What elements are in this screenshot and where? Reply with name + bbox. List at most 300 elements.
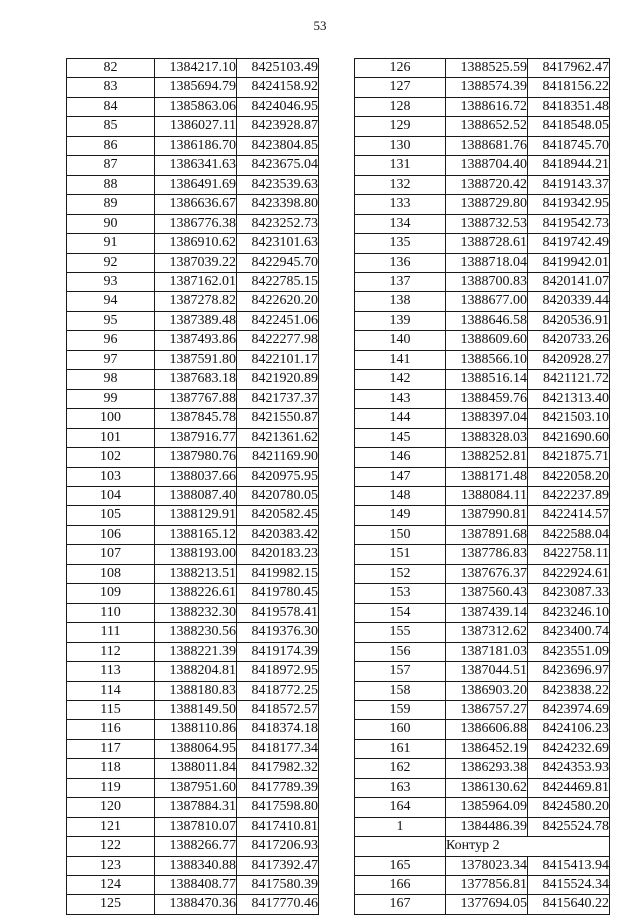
table-row [355, 564, 610, 583]
y-coordinate-cell: 8423087.33 [528, 584, 610, 603]
point-number-cell: 158 [355, 681, 446, 700]
point-number-cell: 116 [67, 720, 155, 739]
y-coordinate-cell: 8423539.63 [237, 175, 319, 194]
point-number-cell: 147 [355, 467, 446, 486]
point-number-cell: 150 [355, 525, 446, 544]
table-row [67, 603, 319, 622]
y-coordinate-cell: 8424158.92 [237, 78, 319, 97]
table-row [67, 856, 319, 875]
x-coordinate-cell: 1386910.62 [155, 234, 237, 253]
point-number-cell: 93 [67, 272, 155, 291]
x-coordinate-cell: 1388037.66 [155, 467, 237, 486]
y-coordinate-cell: 8423974.69 [528, 700, 610, 719]
table-row [355, 195, 610, 214]
x-coordinate-cell: 1384486.39 [446, 817, 528, 836]
table-row [355, 272, 610, 291]
y-coordinate-cell: 8422620.20 [237, 292, 319, 311]
table-row [355, 467, 610, 486]
y-coordinate-cell: 8421550.87 [237, 409, 319, 428]
table-row [355, 876, 610, 895]
point-number-cell: 128 [355, 97, 446, 116]
y-coordinate-cell: 8425103.49 [237, 59, 319, 78]
table-row [67, 59, 319, 78]
x-coordinate-cell: 1387990.81 [446, 506, 528, 525]
x-coordinate-cell: 1386606.88 [446, 720, 528, 739]
table-row [67, 584, 319, 603]
x-coordinate-cell: 1388459.76 [446, 389, 528, 408]
table-row [67, 759, 319, 778]
table-row [67, 467, 319, 486]
point-number-cell: 162 [355, 759, 446, 778]
table-row [67, 136, 319, 155]
y-coordinate-cell: 8418156.22 [528, 78, 610, 97]
x-coordinate-cell: 1387980.76 [155, 448, 237, 467]
x-coordinate-cell: 1386491.69 [155, 175, 237, 194]
y-coordinate-cell: 8424046.95 [237, 97, 319, 116]
y-coordinate-cell: 8415413.94 [528, 856, 610, 875]
table-row [67, 895, 319, 914]
table-row [67, 506, 319, 525]
y-coordinate-cell: 8417789.39 [237, 778, 319, 797]
y-coordinate-cell: 8420582.45 [237, 506, 319, 525]
y-coordinate-cell: 8417770.46 [237, 895, 319, 914]
section-label: Контур 2 [446, 837, 610, 856]
x-coordinate-cell: 1386636.67 [155, 195, 237, 214]
y-coordinate-cell: 8420383.42 [237, 525, 319, 544]
point-number-cell: 154 [355, 603, 446, 622]
y-coordinate-cell: 8417962.47 [528, 59, 610, 78]
y-coordinate-cell: 8421313.40 [528, 389, 610, 408]
point-number-cell: 102 [67, 448, 155, 467]
y-coordinate-cell: 8417206.93 [237, 837, 319, 856]
point-number-cell: 163 [355, 778, 446, 797]
point-number-cell: 152 [355, 564, 446, 583]
table-row [355, 681, 610, 700]
y-coordinate-cell: 8423675.04 [237, 156, 319, 175]
x-coordinate-cell: 1385964.09 [446, 798, 528, 817]
table-row [67, 486, 319, 505]
x-coordinate-cell: 1388340.88 [155, 856, 237, 875]
point-number-cell: 86 [67, 136, 155, 155]
point-number-cell: 103 [67, 467, 155, 486]
y-coordinate-cell: 8425524.78 [528, 817, 610, 836]
table-row [67, 409, 319, 428]
x-coordinate-cell: 1387312.62 [446, 623, 528, 642]
x-coordinate-cell: 1388087.40 [155, 486, 237, 505]
x-coordinate-cell: 1387493.86 [155, 331, 237, 350]
table-row [67, 78, 319, 97]
y-coordinate-cell: 8417410.81 [237, 817, 319, 836]
y-coordinate-cell: 8419342.95 [528, 195, 610, 214]
x-coordinate-cell: 1388718.04 [446, 253, 528, 272]
y-coordinate-cell: 8423400.74 [528, 623, 610, 642]
y-coordinate-cell: 8423246.10 [528, 603, 610, 622]
x-coordinate-cell: 1387884.31 [155, 798, 237, 817]
point-number-cell: 156 [355, 642, 446, 661]
table-row [355, 428, 610, 447]
point-number-cell: 120 [67, 798, 155, 817]
table-row [355, 642, 610, 661]
x-coordinate-cell: 1387591.80 [155, 350, 237, 369]
point-number-cell: 107 [67, 545, 155, 564]
y-coordinate-cell: 8419143.37 [528, 175, 610, 194]
point-number-cell: 100 [67, 409, 155, 428]
point-number-cell: 127 [355, 78, 446, 97]
x-coordinate-cell: 1388193.00 [155, 545, 237, 564]
table-row [355, 389, 610, 408]
table-row [67, 350, 319, 369]
point-number-cell: 129 [355, 117, 446, 136]
y-coordinate-cell: 8418745.70 [528, 136, 610, 155]
point-number-cell: 134 [355, 214, 446, 233]
point-number-cell: 118 [67, 759, 155, 778]
point-number-cell: 142 [355, 370, 446, 389]
y-coordinate-cell: 8419174.39 [237, 642, 319, 661]
y-coordinate-cell: 8419742.49 [528, 234, 610, 253]
y-coordinate-cell: 8417580.39 [237, 876, 319, 895]
point-number-cell: 117 [67, 739, 155, 758]
x-coordinate-cell: 1388084.11 [446, 486, 528, 505]
table-row [355, 156, 610, 175]
y-coordinate-cell: 8423252.73 [237, 214, 319, 233]
point-number-cell: 137 [355, 272, 446, 291]
table-row [355, 136, 610, 155]
point-number-cell: 160 [355, 720, 446, 739]
x-coordinate-cell: 1388180.83 [155, 681, 237, 700]
table-row [67, 97, 319, 116]
x-coordinate-cell: 1388408.77 [155, 876, 237, 895]
table-row [355, 739, 610, 758]
page-number: 53 [313, 18, 327, 33]
point-number-cell: 144 [355, 409, 446, 428]
table-row [67, 545, 319, 564]
table-row [67, 117, 319, 136]
x-coordinate-cell: 1386293.38 [446, 759, 528, 778]
y-coordinate-cell: 8423551.09 [528, 642, 610, 661]
y-coordinate-cell: 8422277.98 [237, 331, 319, 350]
y-coordinate-cell: 8419780.45 [237, 584, 319, 603]
point-number-cell: 151 [355, 545, 446, 564]
x-coordinate-cell: 1388266.77 [155, 837, 237, 856]
point-number-cell: 131 [355, 156, 446, 175]
table-row [67, 681, 319, 700]
x-coordinate-cell: 1387162.01 [155, 272, 237, 291]
y-coordinate-cell: 8417982.32 [237, 759, 319, 778]
point-number-cell: 141 [355, 350, 446, 369]
x-coordinate-cell: 1388149.50 [155, 700, 237, 719]
x-coordinate-cell: 1377694.05 [446, 895, 528, 914]
x-coordinate-cell: 1387181.03 [446, 642, 528, 661]
point-number-cell: 88 [67, 175, 155, 194]
y-coordinate-cell: 8423696.97 [528, 662, 610, 681]
x-coordinate-cell: 1387951.60 [155, 778, 237, 797]
point-number-cell: 121 [67, 817, 155, 836]
point-number-cell: 114 [67, 681, 155, 700]
y-coordinate-cell: 8418351.48 [528, 97, 610, 116]
y-coordinate-cell: 8421361.62 [237, 428, 319, 447]
x-coordinate-cell: 1386027.11 [155, 117, 237, 136]
x-coordinate-cell: 1388110.86 [155, 720, 237, 739]
y-coordinate-cell: 8423838.22 [528, 681, 610, 700]
table-row [67, 623, 319, 642]
x-coordinate-cell: 1386757.27 [446, 700, 528, 719]
table-row [355, 817, 610, 836]
y-coordinate-cell: 8424232.69 [528, 739, 610, 758]
point-number-cell: 113 [67, 662, 155, 681]
y-coordinate-cell: 8420536.91 [528, 311, 610, 330]
point-number-cell: 101 [67, 428, 155, 447]
table-row [67, 642, 319, 661]
y-coordinate-cell: 8419542.73 [528, 214, 610, 233]
table-row [355, 311, 610, 330]
point-number-cell: 135 [355, 234, 446, 253]
point-number-cell: 110 [67, 603, 155, 622]
y-coordinate-cell: 8420141.07 [528, 272, 610, 291]
point-number-cell: 112 [67, 642, 155, 661]
table-row [67, 428, 319, 447]
y-coordinate-cell: 8424469.81 [528, 778, 610, 797]
point-number-cell: 124 [67, 876, 155, 895]
y-coordinate-cell: 8419578.41 [237, 603, 319, 622]
y-coordinate-cell: 8421121.72 [528, 370, 610, 389]
table-row [67, 778, 319, 797]
point-number-cell: 139 [355, 311, 446, 330]
y-coordinate-cell: 8423398.80 [237, 195, 319, 214]
point-number-cell: 91 [67, 234, 155, 253]
x-coordinate-cell: 1387891.68 [446, 525, 528, 544]
y-coordinate-cell: 8420928.27 [528, 350, 610, 369]
y-coordinate-cell: 8422758.11 [528, 545, 610, 564]
y-coordinate-cell: 8420183.23 [237, 545, 319, 564]
x-coordinate-cell: 1388064.95 [155, 739, 237, 758]
x-coordinate-cell: 1388574.39 [446, 78, 528, 97]
table-row [355, 662, 610, 681]
point-number-cell: 145 [355, 428, 446, 447]
x-coordinate-cell: 1387916.77 [155, 428, 237, 447]
table-row [67, 253, 319, 272]
table-row [355, 856, 610, 875]
x-coordinate-cell: 1388226.61 [155, 584, 237, 603]
point-number-cell: 94 [67, 292, 155, 311]
table-row [67, 214, 319, 233]
table-row [67, 837, 319, 856]
table-row [355, 759, 610, 778]
x-coordinate-cell: 1388681.76 [446, 136, 528, 155]
table-row [355, 97, 610, 116]
x-coordinate-cell: 1386341.63 [155, 156, 237, 175]
y-coordinate-cell: 8421875.71 [528, 448, 610, 467]
y-coordinate-cell: 8417392.47 [237, 856, 319, 875]
x-coordinate-cell: 1388516.14 [446, 370, 528, 389]
table-row [67, 234, 319, 253]
table-row [355, 331, 610, 350]
point-number-cell: 149 [355, 506, 446, 525]
y-coordinate-cell: 8424580.20 [528, 798, 610, 817]
x-coordinate-cell: 1388700.83 [446, 272, 528, 291]
x-coordinate-cell: 1388397.04 [446, 409, 528, 428]
point-number-cell: 165 [355, 856, 446, 875]
y-coordinate-cell: 8420339.44 [528, 292, 610, 311]
x-coordinate-cell: 1388213.51 [155, 564, 237, 583]
point-number-cell: 83 [67, 78, 155, 97]
point-number-cell: 99 [67, 389, 155, 408]
x-coordinate-cell: 1388609.60 [446, 331, 528, 350]
x-coordinate-cell: 1388204.81 [155, 662, 237, 681]
table-row [67, 175, 319, 194]
point-number-cell: 82 [67, 59, 155, 78]
table-row [67, 700, 319, 719]
y-coordinate-cell: 8420733.26 [528, 331, 610, 350]
x-coordinate-cell: 1387786.83 [446, 545, 528, 564]
table-row [355, 59, 610, 78]
y-coordinate-cell: 8421920.89 [237, 370, 319, 389]
point-number-cell: 159 [355, 700, 446, 719]
point-number-cell: 97 [67, 350, 155, 369]
point-number-cell: 167 [355, 895, 446, 914]
y-coordinate-cell: 8424106.23 [528, 720, 610, 739]
x-coordinate-cell: 1386452.19 [446, 739, 528, 758]
x-coordinate-cell: 1388165.12 [155, 525, 237, 544]
table-row [355, 798, 610, 817]
point-number-cell: 136 [355, 253, 446, 272]
x-coordinate-cell: 1384217.10 [155, 59, 237, 78]
point-number-cell: 87 [67, 156, 155, 175]
x-coordinate-cell: 1385694.79 [155, 78, 237, 97]
y-coordinate-cell: 8422237.89 [528, 486, 610, 505]
x-coordinate-cell: 1388252.81 [446, 448, 528, 467]
x-coordinate-cell: 1387560.43 [446, 584, 528, 603]
y-coordinate-cell: 8417598.80 [237, 798, 319, 817]
x-coordinate-cell: 1387683.18 [155, 370, 237, 389]
x-coordinate-cell: 1388729.80 [446, 195, 528, 214]
y-coordinate-cell: 8418972.95 [237, 662, 319, 681]
point-number-cell: 104 [67, 486, 155, 505]
table-row [67, 876, 319, 895]
table-row [355, 350, 610, 369]
table-row [67, 292, 319, 311]
point-number-cell: 157 [355, 662, 446, 681]
point-number-cell: 166 [355, 876, 446, 895]
x-coordinate-cell: 1388732.53 [446, 214, 528, 233]
y-coordinate-cell: 8418772.25 [237, 681, 319, 700]
table-row [355, 720, 610, 739]
table-row [355, 623, 610, 642]
point-number-cell: 125 [67, 895, 155, 914]
x-coordinate-cell: 1378023.34 [446, 856, 528, 875]
y-coordinate-cell: 8422058.20 [528, 467, 610, 486]
x-coordinate-cell: 1386186.70 [155, 136, 237, 155]
x-coordinate-cell: 1387845.78 [155, 409, 237, 428]
table-row [355, 292, 610, 311]
y-coordinate-cell: 8423804.85 [237, 136, 319, 155]
point-number-cell: 119 [67, 778, 155, 797]
x-coordinate-cell: 1388129.91 [155, 506, 237, 525]
point-number-cell: 140 [355, 331, 446, 350]
y-coordinate-cell: 8415524.34 [528, 876, 610, 895]
point-number-cell: 133 [355, 195, 446, 214]
point-number-cell: 123 [67, 856, 155, 875]
y-coordinate-cell: 8418374.18 [237, 720, 319, 739]
point-number-cell: 130 [355, 136, 446, 155]
table-row [355, 370, 610, 389]
point-number-cell: 115 [67, 700, 155, 719]
point-number-cell: 161 [355, 739, 446, 758]
x-coordinate-cell: 1388171.48 [446, 467, 528, 486]
table-row [67, 272, 319, 291]
x-coordinate-cell: 1388230.56 [155, 623, 237, 642]
x-coordinate-cell: 1386776.38 [155, 214, 237, 233]
table-row [355, 778, 610, 797]
table-row [355, 234, 610, 253]
point-number-cell: 126 [355, 59, 446, 78]
x-coordinate-cell: 1388652.52 [446, 117, 528, 136]
x-coordinate-cell: 1388232.30 [155, 603, 237, 622]
table-row [355, 175, 610, 194]
table-row [355, 214, 610, 233]
row-number-cell [355, 837, 446, 856]
table-row [67, 156, 319, 175]
x-coordinate-cell: 1388221.39 [155, 642, 237, 661]
y-coordinate-cell: 8424353.93 [528, 759, 610, 778]
table-row [67, 739, 319, 758]
table-row [67, 564, 319, 583]
y-coordinate-cell: 8418944.21 [528, 156, 610, 175]
point-number-cell: 132 [355, 175, 446, 194]
point-number-cell: 108 [67, 564, 155, 583]
x-coordinate-cell: 1388566.10 [446, 350, 528, 369]
point-number-cell: 89 [67, 195, 155, 214]
x-coordinate-cell: 1387278.82 [155, 292, 237, 311]
point-number-cell: 90 [67, 214, 155, 233]
table-row [355, 525, 610, 544]
x-coordinate-cell: 1386903.20 [446, 681, 528, 700]
point-number-cell: 85 [67, 117, 155, 136]
table-row [67, 720, 319, 739]
y-coordinate-cell: 8422101.17 [237, 350, 319, 369]
x-coordinate-cell: 1388470.36 [155, 895, 237, 914]
y-coordinate-cell: 8419982.15 [237, 564, 319, 583]
y-coordinate-cell: 8418548.05 [528, 117, 610, 136]
x-coordinate-cell: 1388720.42 [446, 175, 528, 194]
table-row [67, 370, 319, 389]
y-coordinate-cell: 8420975.95 [237, 467, 319, 486]
y-coordinate-cell: 8421690.60 [528, 428, 610, 447]
table-row [355, 117, 610, 136]
y-coordinate-cell: 8418572.57 [237, 700, 319, 719]
x-coordinate-cell: 1388328.03 [446, 428, 528, 447]
y-coordinate-cell: 8422414.57 [528, 506, 610, 525]
x-coordinate-cell: 1387044.51 [446, 662, 528, 681]
x-coordinate-cell: 1387389.48 [155, 311, 237, 330]
coordinates-table-left [66, 58, 319, 915]
x-coordinate-cell: 1387767.88 [155, 389, 237, 408]
table-row [67, 195, 319, 214]
y-coordinate-cell: 8422924.61 [528, 564, 610, 583]
table-row [67, 331, 319, 350]
point-number-cell: 1 [355, 817, 446, 836]
y-coordinate-cell: 8422451.06 [237, 311, 319, 330]
point-number-cell: 111 [67, 623, 155, 642]
x-coordinate-cell: 1387439.14 [446, 603, 528, 622]
y-coordinate-cell: 8419376.30 [237, 623, 319, 642]
x-coordinate-cell: 1387039.22 [155, 253, 237, 272]
table-row [67, 448, 319, 467]
point-number-cell: 105 [67, 506, 155, 525]
point-number-cell: 96 [67, 331, 155, 350]
y-coordinate-cell: 8422785.15 [237, 272, 319, 291]
coordinates-table-right [354, 58, 610, 915]
table-row [355, 409, 610, 428]
